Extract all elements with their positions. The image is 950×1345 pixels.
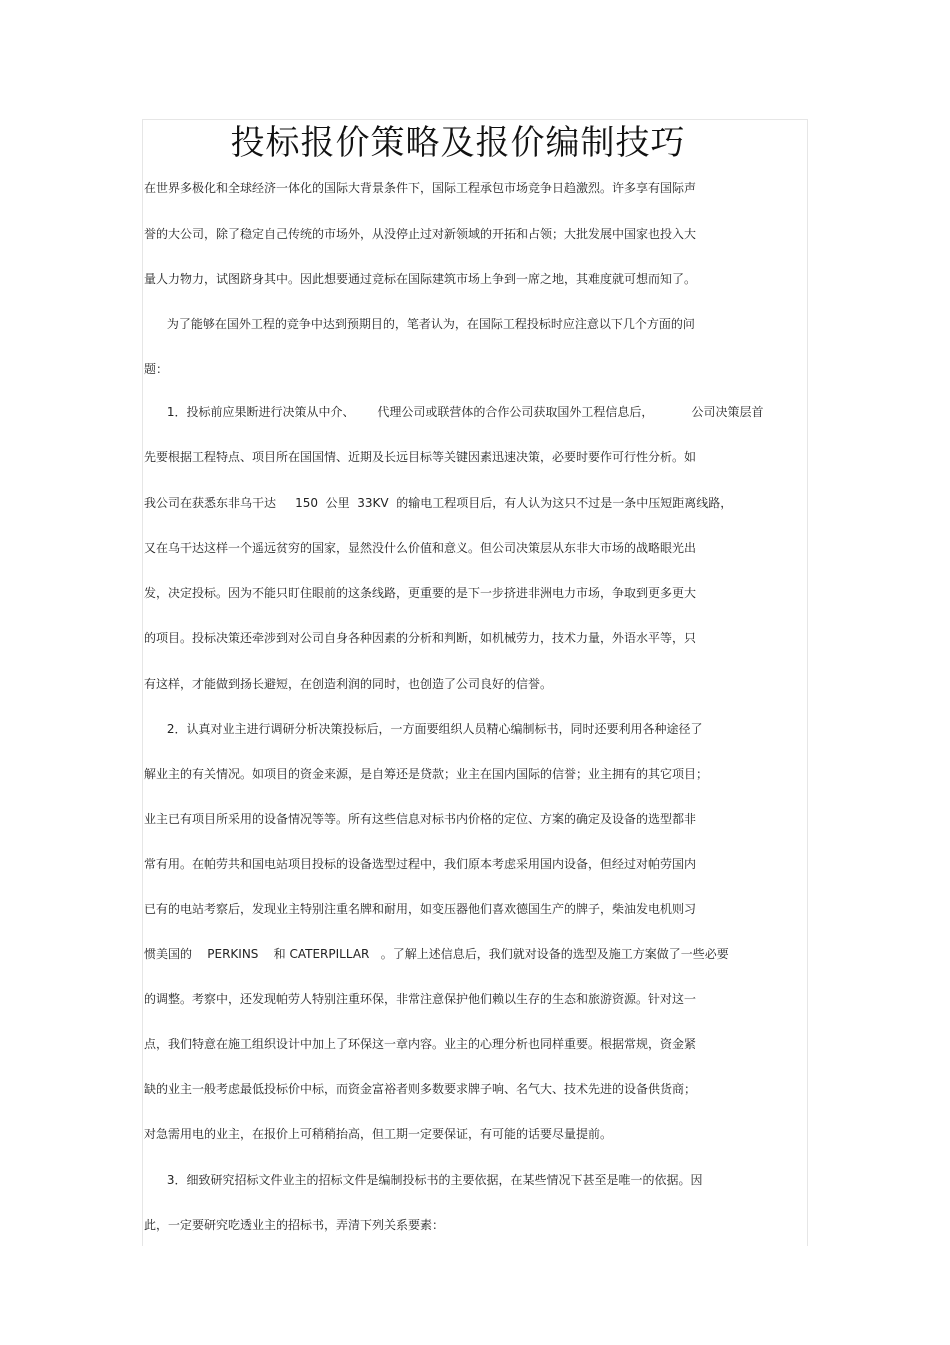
text-line: 此，一定要研究吃透业主的招标书，弄清下列关系要素： <box>144 1218 445 1232</box>
text-line: 3．细致研究招标文件业主的招标文件是编制投标书的主要依据，在某些情况下甚至是唯一的依据。因 <box>144 1173 703 1187</box>
text-line: 发，决定投标。因为不能只盯住眼前的这条线路，更重要的是下一步挤进非洲电力市场，争取到更多更大 <box>144 586 697 600</box>
text-line: 常有用。在帕劳共和国电站项目投标的设备选型过程中，我们原本考虑采用国内设备，但经过对帕劳国内 <box>144 857 697 871</box>
text-line: 业主已有项目所采用的设备情况等等。所有这些信息对标书内价格的定位、方案的确定及设备的选型都非 <box>144 812 697 826</box>
text-line: 解业主的有关情况。如项目的资金来源，是自筹还是贷款；业主在国内国际的信誉；业主拥有的其它项目； <box>144 767 709 781</box>
text-line: 对急需用电的业主，在报价上可稍稍抬高，但工期一定要保证，有可能的话要尽量提前。 <box>144 1127 613 1141</box>
text-line: 2．认真对业主进行调研分析决策投标后，一方面要组织人员精心编制标书，同时还要利用各种途径了 <box>144 722 703 736</box>
text-line: 又在乌干达这样一个遥远贫穷的国家，显然没什么价值和意义。但公司决策层从东非大市场的战略眼光出 <box>144 541 697 555</box>
text-line: 量人力物力，试图跻身其中。因此想要通过竞标在国际建筑市场上争到一席之地，其难度就可想而知了。 <box>144 272 697 286</box>
text-line: 惯美国的 PERKINS 和 CATERPILLAR 。了解上述信息后，我们就对设备的选型及施工方案做了一些必要 <box>144 947 729 961</box>
text-line: 缺的业主一般考虑最低投标价中标，而资金富裕者则多数要求牌子响、名气大、技术先进的设备供货商； <box>144 1082 697 1096</box>
text-line: 有这样，才能做到扬长避短，在创造利润的同时，也创造了公司良好的信誉。 <box>144 677 553 691</box>
text-line: 我公司在获悉东非乌干达 150 公里 33KV 的输电工程项目后，有人认为这只不过是一条中压短距离线路， <box>144 496 733 510</box>
text-line: 1．投标前应果断进行决策从中介、 代理公司或联营体的合作公司获取国外工程信息后， 公司决策层首 <box>144 405 764 419</box>
text-line: 誉的大公司，除了稳定自己传统的市场外，从没停止过对新领域的开拓和占领；大批发展中国家也投入大 <box>144 227 697 241</box>
document-title: 投标报价策略及报价编制技巧 <box>230 123 686 163</box>
text-line: 为了能够在国外工程的竞争中达到预期目的，笔者认为，在国际工程投标时应注意以下几个方面的问 <box>144 317 695 331</box>
text-line: 题： <box>144 362 169 376</box>
text-line: 在世界多极化和全球经济一体化的国际大背景条件下，国际工程承包市场竞争日趋激烈。许多享有国际声 <box>144 181 697 195</box>
text-line: 先要根据工程特点、项目所在国国情、近期及长远目标等关键因素迅速决策，必要时要作可行性分析。如 <box>144 450 697 464</box>
text-line: 的调整。考察中，还发现帕劳人特别注重环保，非常注意保护他们赖以生存的生态和旅游资源。针对这一 <box>144 992 697 1006</box>
text-line: 的项目。投标决策还牵涉到对公司自身各种因素的分析和判断，如机械劳力，技术力量，外语水平等，只 <box>144 631 697 645</box>
text-line: 点，我们特意在施工组织设计中加上了环保这一章内容。业主的心理分析也同样重要。根据常规，资金紧 <box>144 1037 697 1051</box>
text-line: 已有的电站考察后，发现业主特别注重名牌和耐用，如变压器他们喜欢德国生产的牌子，柴油发电机则习 <box>144 902 697 916</box>
